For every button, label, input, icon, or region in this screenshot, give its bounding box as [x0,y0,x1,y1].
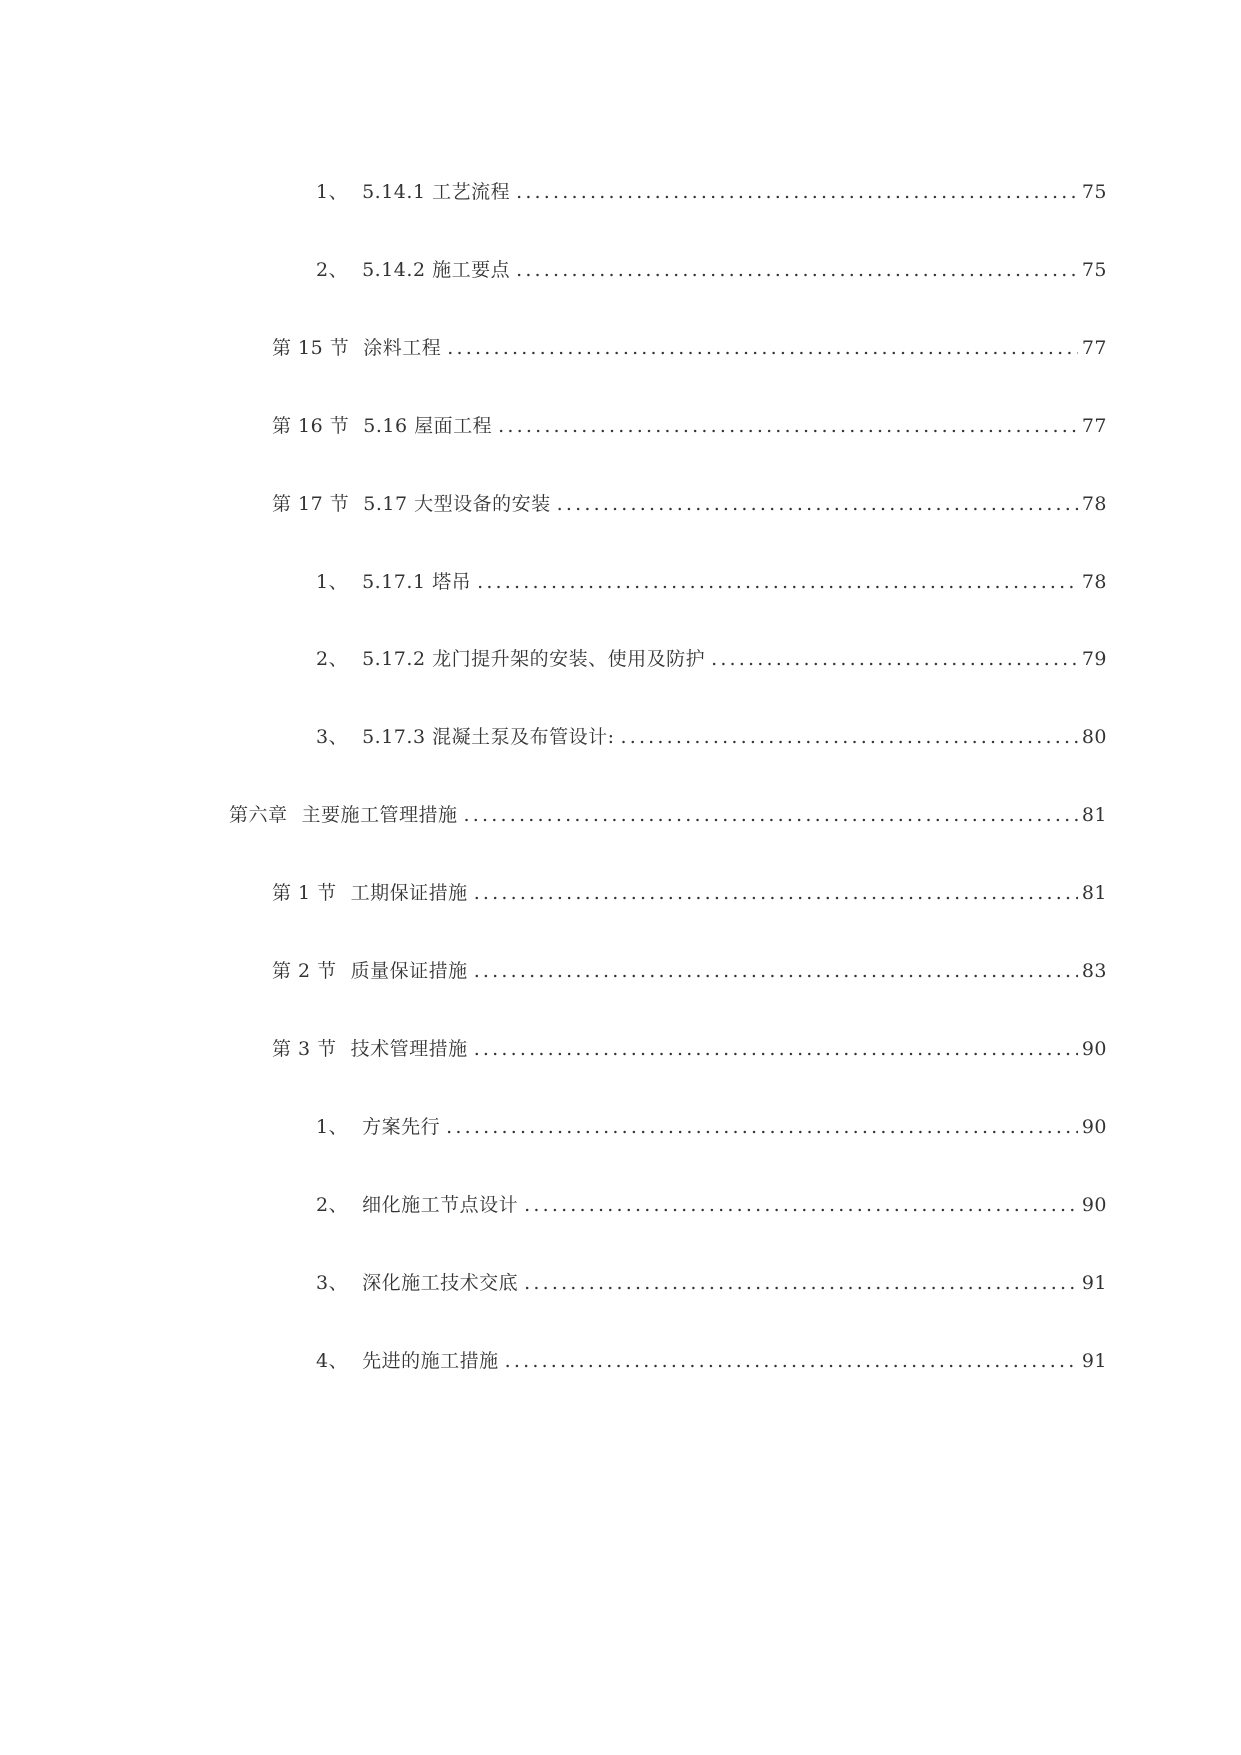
toc-entry[interactable] [229,798,1107,832]
toc-entry-number: 第 16 节 [272,415,350,437]
toc-entry-title: 主要施工管理措施 [301,804,458,826]
toc-entry[interactable] [316,565,1107,599]
toc-entry-page: 81 [1081,882,1107,904]
toc-entry-number: 第 2 节 [272,960,337,982]
toc-entry-number: 1、 [316,181,349,203]
toc-entry[interactable] [316,1188,1107,1222]
toc-entry[interactable] [316,175,1107,209]
toc-entry-number: 1、 [316,571,349,593]
toc-entry-number: 1、 [316,1116,349,1138]
toc-dot-leader [620,720,1077,754]
toc-entry[interactable] [316,253,1107,287]
toc-entry-number: 第 17 节 [272,493,350,515]
toc-dot-leader [474,954,1078,988]
toc-entry-page: 75 [1081,259,1107,281]
toc-entry-page: 81 [1081,804,1107,826]
toc-entry-title: 5.17.3 混凝土泵及布管设计: [362,726,615,748]
toc-entry[interactable] [272,954,1107,988]
toc-entry-title: 5.16 屋面工程 [363,415,493,437]
toc-entry-page: 78 [1081,493,1107,515]
toc-entry-number: 2、 [316,259,349,281]
toc-entry-title: 5.17 大型设备的安装 [363,493,551,515]
toc-entry-title: 5.17.1 塔吊 [362,571,472,593]
toc-entry-number: 第 1 节 [272,882,337,904]
toc-entry-page: 80 [1081,726,1107,748]
toc-entry-page: 78 [1081,571,1107,593]
toc-entry-page: 79 [1081,648,1107,670]
toc-entry-title: 技术管理措施 [350,1038,468,1060]
toc-entry-title: 5.17.2 龙门提升架的安装、使用及防护 [362,648,706,670]
toc-dot-leader [711,642,1078,676]
toc-entry-number: 第 3 节 [272,1038,337,1060]
toc-entry-title: 方案先行 [362,1116,441,1138]
toc-entry[interactable] [316,642,1107,676]
toc-entry-page: 91 [1081,1350,1107,1372]
toc-entry-page: 75 [1081,181,1107,203]
toc-dot-leader [446,1110,1078,1144]
toc-entry[interactable] [316,720,1107,754]
toc-entry-title: 先进的施工措施 [362,1350,499,1372]
toc-entry-title: 5.14.1 工艺流程 [362,181,511,203]
toc-dot-leader [474,1032,1078,1066]
toc-dot-leader [524,1266,1078,1300]
toc-entry-page: 90 [1081,1038,1107,1060]
toc-entry-number: 2、 [316,1194,349,1216]
toc-entry-page: 77 [1081,415,1107,437]
toc-entry-page: 77 [1081,337,1107,359]
toc-entry[interactable] [272,1032,1107,1066]
toc-entry[interactable] [316,1344,1107,1378]
toc-dot-leader [524,1188,1078,1222]
toc-entry-page: 90 [1081,1116,1107,1138]
toc-dot-leader [516,253,1078,287]
toc-entry[interactable] [272,876,1107,910]
toc-entry-page: 83 [1081,960,1107,982]
toc-dot-leader [498,409,1078,443]
toc-entry-number: 第六章 [229,804,288,826]
toc-dot-leader [464,798,1078,832]
toc-entry[interactable] [316,1110,1107,1144]
toc-entry-number: 4、 [316,1350,349,1372]
toc-entry[interactable] [272,409,1107,443]
toc-dot-leader [505,1344,1078,1378]
toc-dot-leader [516,175,1078,209]
toc-dot-leader [477,565,1078,599]
toc-entry-title: 5.14.2 施工要点 [362,259,511,281]
toc-entry-number: 第 15 节 [272,337,350,359]
toc-entry[interactable] [272,487,1107,521]
toc-dot-leader [447,331,1078,365]
toc-entry-number: 2、 [316,648,349,670]
toc-entry-title: 细化施工节点设计 [362,1194,519,1216]
toc-entry-title: 深化施工技术交底 [362,1272,519,1294]
toc-entry-title: 质量保证措施 [350,960,468,982]
toc-entry[interactable] [272,331,1107,365]
toc-entry-page: 91 [1081,1272,1107,1294]
toc-entry-title: 涂料工程 [363,337,442,359]
toc-dot-leader [474,876,1078,910]
toc-entry-page: 90 [1081,1194,1107,1216]
toc-entry-title: 工期保证措施 [350,882,468,904]
toc-entry[interactable] [316,1266,1107,1300]
toc-dot-leader [557,487,1078,521]
toc-entry-number: 3、 [316,726,349,748]
toc-entry-number: 3、 [316,1272,349,1294]
